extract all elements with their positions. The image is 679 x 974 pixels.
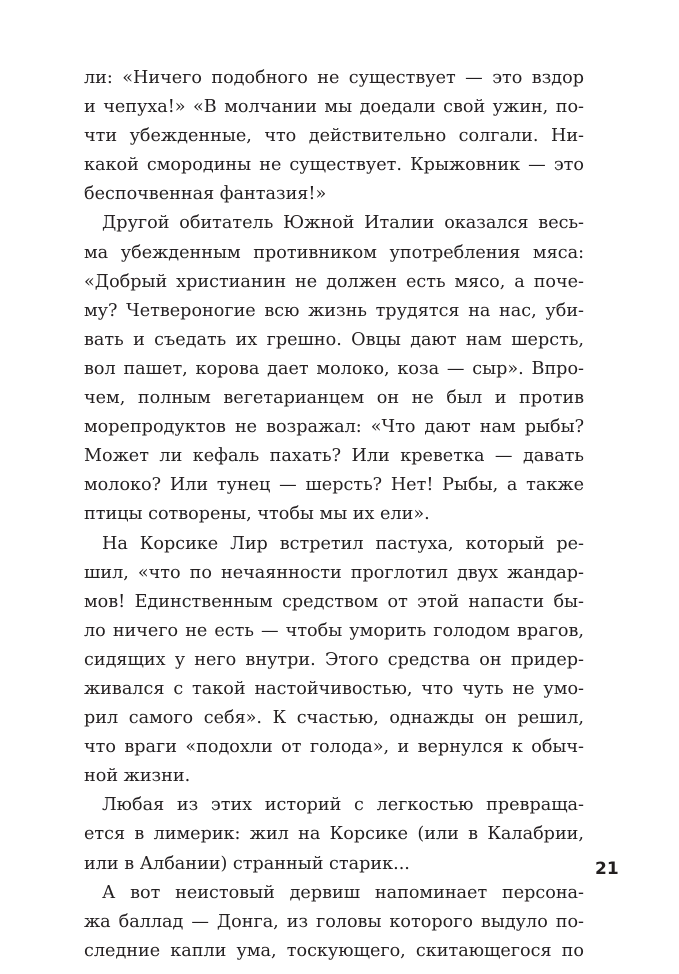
text-line: морепродуктов не возражал: «Что дают нам рыбы?: [84, 417, 584, 438]
text-line: «Добрый христианин не должен есть мясо, а поче-: [84, 271, 584, 292]
paragraph: [84, 209, 584, 529]
text-line: и чепуха!» «В молчании мы доедали свой ужин, по-: [84, 97, 584, 118]
text-line: что враги «подохли от голода», и вернулся к обыч-: [84, 737, 584, 758]
text-line: вать и съедать их грешно. Овцы дают нам шерсть,: [84, 329, 584, 350]
page-number: 21: [595, 859, 619, 879]
text-line: вол пашет, корова дает молоко, коза — сыр». Впро-: [84, 358, 584, 379]
text-line: А вот неистовый дервиш напоминает персона-: [102, 882, 584, 903]
paragraph: [84, 791, 584, 878]
text-line: ло ничего не есть — чтобы уморить голодом врагов,: [84, 620, 584, 641]
text-line: му? Четвероногие всю жизнь трудятся на нас, уби-: [84, 300, 584, 321]
paragraph: [84, 530, 584, 792]
text-line: чти убежденные, что действительно солгали. Ни-: [84, 126, 584, 147]
text-line: чем, полным вегетарианцем он не был и против: [84, 388, 584, 409]
text-line: ли: «Ничего подобного не существует — это вздор: [84, 68, 584, 88]
text-line: сидящих у него внутри. Этого средства он придер-: [84, 649, 584, 670]
text-line: молоко? Или тунец — шерсть? Нет! Рыбы, а также: [84, 475, 584, 496]
text-line: шил, «что по нечаянности проглотил двух жандар-: [84, 562, 584, 583]
text-line: беспочвенная фантазия!»: [84, 184, 327, 205]
text-line: живался с такой настойчивостью, что чуть не умо-: [84, 678, 584, 699]
text-line: следние капли ума, тоскующего, скитающегося по: [84, 940, 584, 961]
paragraph: [84, 64, 584, 209]
body-text: [84, 64, 584, 966]
text-line: рил самого себя». К счастью, однажды он решил,: [84, 708, 584, 729]
text-line: Может ли кефаль пахать? Или креветка — давать: [84, 446, 584, 467]
text-line: мов! Единственным средством от этой напасти бы-: [84, 591, 584, 612]
paragraph: [84, 879, 584, 966]
text-line: На Корсике Лир встретил пастуха, который ре-: [102, 533, 584, 554]
text-line: Другой обитатель Южной Италии оказался весь-: [102, 213, 584, 234]
text-line: Любая из этих историй с легкостью превраща-: [102, 795, 584, 816]
text-line: птицы сотворены, чтобы мы их ели».: [84, 504, 430, 525]
text-line: ется в лимерик: жил на Корсике (или в Калабрии,: [84, 824, 584, 845]
text-line: ной жизни.: [84, 766, 191, 787]
text-line: жа баллад — Донга, из головы которого выдуло по-: [84, 911, 584, 932]
text-line: или в Албании) странный старик...: [84, 853, 410, 874]
text-line: какой смородины не существует. Крыжовник — это: [84, 155, 584, 176]
text-line: ма убежденным противником употребления мяса:: [84, 242, 584, 263]
